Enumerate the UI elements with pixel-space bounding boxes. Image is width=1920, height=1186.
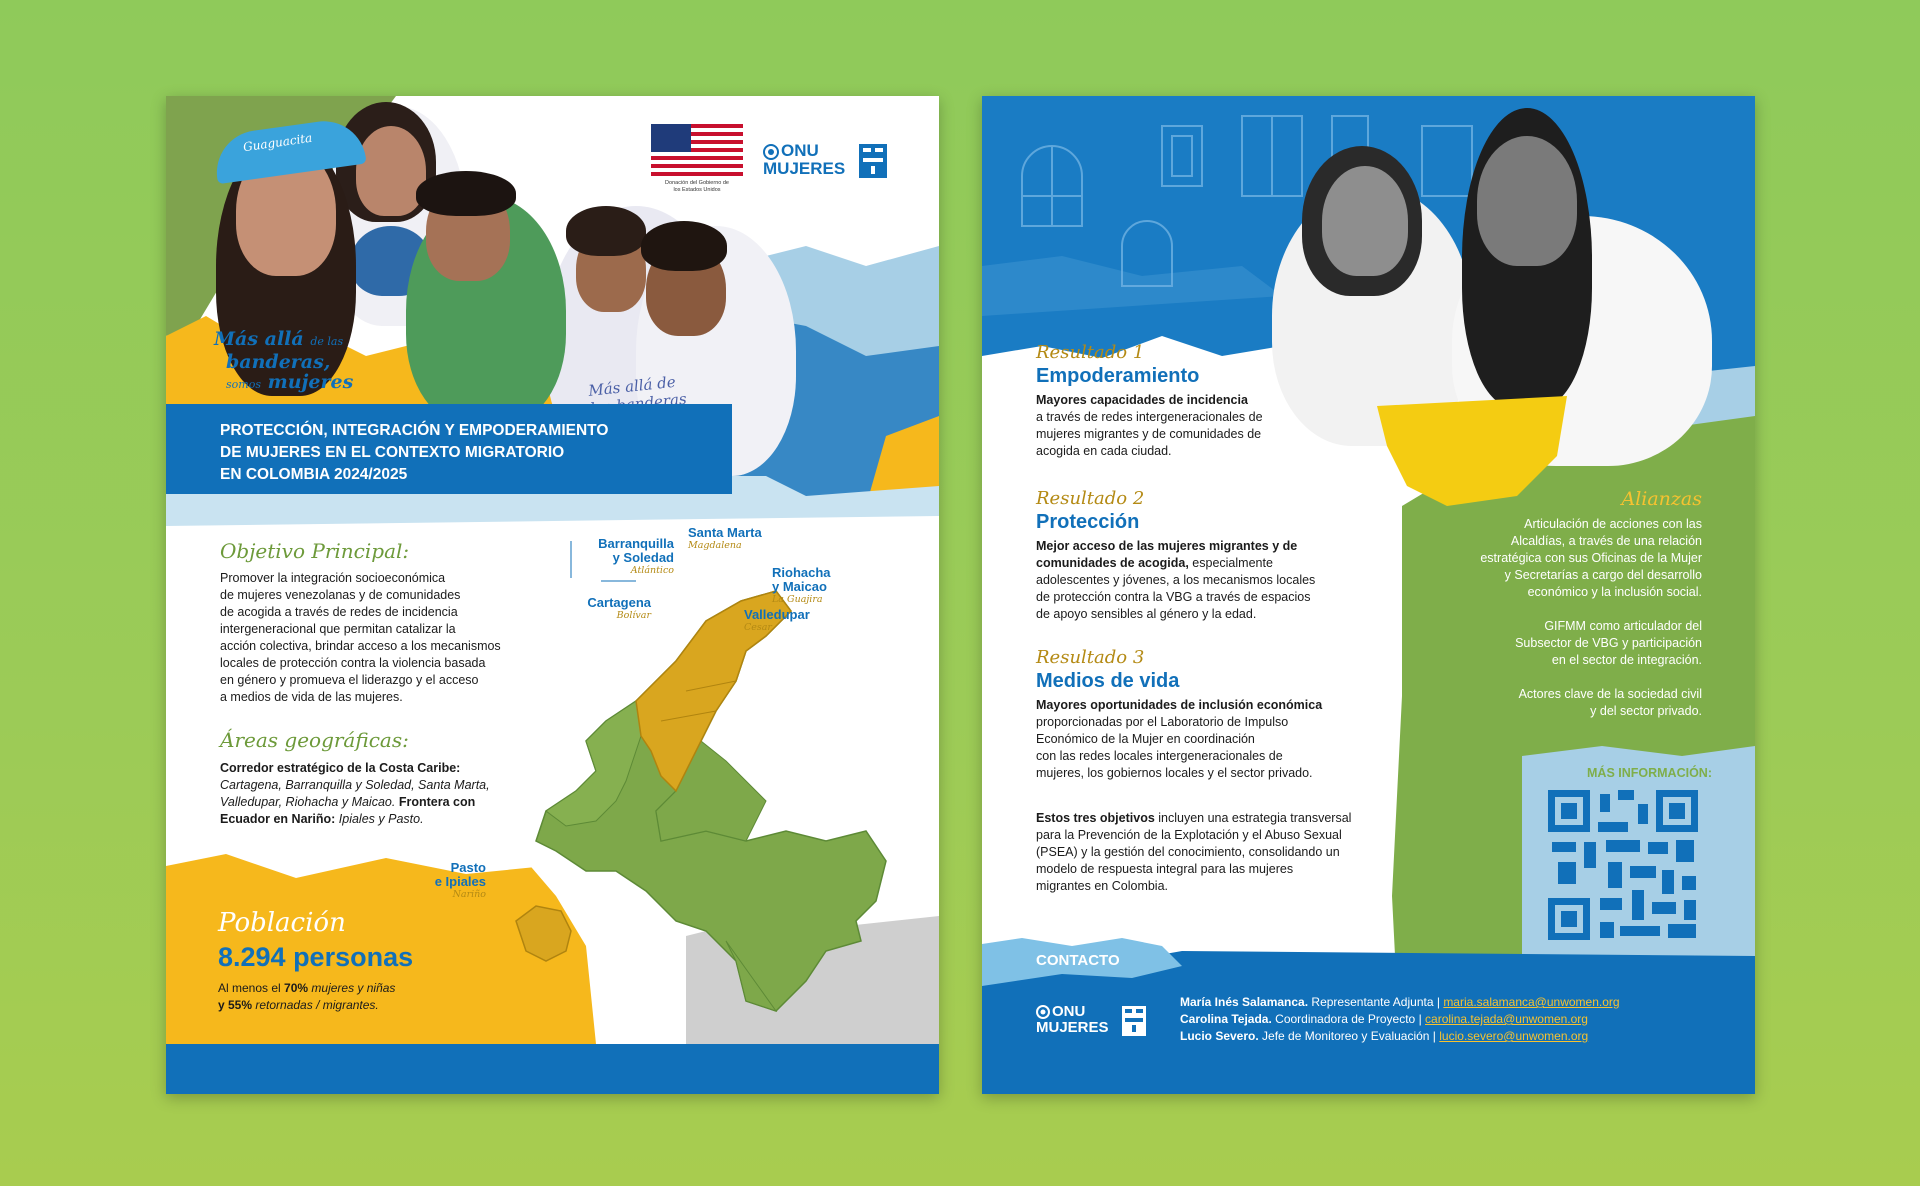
face-right [1477,136,1577,266]
separator: | [1433,995,1444,1009]
result-1-label: Resultado 1 [1036,342,1145,363]
map-label-riohacha [772,566,831,605]
us-flag-icon [651,124,743,176]
corridor-label: Corredor estratégico de la Costa Caribe: [220,761,461,775]
hair-5 [641,221,727,271]
result-2-label: Resultado 2 [1036,488,1145,509]
result-2-bold2: comunidades de acogida, [1036,556,1189,570]
summary-text: incluyen una estrategia transversal [1154,811,1352,825]
logo-line1: ONU [1052,1003,1086,1020]
colombia-map [446,541,926,1041]
contact-row [1180,1011,1620,1028]
result-line: con las redes locales intergeneracionales de [1036,749,1283,763]
map-label-dept: Atlántico [630,565,674,576]
map-label-cartagena [551,596,651,621]
map-label-santa-marta [688,526,762,551]
un-emblem-icon [763,144,779,160]
alliance-line: estratégica con sus Oficinas de la Mujer [1480,551,1702,565]
note-text: retornadas / migrantes. [252,998,379,1012]
objective-line: intergeneracional que permitan catalizar la [220,622,456,636]
result-2-after: especialmente [1188,556,1273,570]
face-left [1322,166,1408,276]
corridor-cities-1: Cartagena, Barranquilla y Soledad, Santa Marta, [220,778,490,792]
shirt-print: Más allá de banderas [587,372,688,416]
contact-email-link[interactable]: lucio.severo@unwomen.org [1439,1029,1589,1043]
women-symbol-icon [1122,1006,1146,1036]
slogan-line3-small: somos [226,378,261,391]
objective-line: de acogida a través de redes de incidencia [220,605,458,619]
map-label-line: Pasto [450,860,486,875]
contact-row [1180,994,1620,1011]
contact-heading: CONTACTO [1036,952,1120,969]
result-line: mujeres, los gobiernos locales y el sector privado. [1036,766,1313,780]
note-text: mujeres y niñas [308,981,396,995]
map-label-barranquilla [574,537,674,576]
map-label-line: Cartagena [587,595,651,610]
summary-bold: Estos tres objetivos [1036,811,1155,825]
areas-heading: Áreas geográficas: [220,728,409,752]
note-text: Al menos el [218,981,285,995]
result-1-title: Empoderamiento [1036,365,1200,387]
contact-name: Lucio Severo. [1180,1029,1259,1043]
separator: | [1415,1012,1426,1026]
corridor-cities-2: Valledupar, Riohacha y Maicao. [220,795,396,809]
contact-name: María Inés Salamanca. [1180,995,1309,1009]
qr-code[interactable] [1548,790,1698,940]
logo-line2: MUJERES [763,159,846,178]
summary-line: (PSEA) y la gestión del conocimiento, consolidando un [1036,845,1340,859]
result-line: adolescentes y jóvenes, a los mecanismos locales [1036,573,1316,587]
map-label-line: y Soledad [612,550,674,565]
objective-heading: Objetivo Principal: [220,539,410,563]
objective-line: de mujeres venezolanas y de comunidades [220,588,461,602]
objective-line: Promover la integración socioeconómica [220,571,446,585]
objective-line: a medios de vida de las mujeres. [220,690,403,704]
title-line-1: PROTECCIÓN, INTEGRACIÓN Y EMPODERAMIENTO [220,422,609,439]
border-label-1: Frontera con [398,795,476,809]
onu-mujeres-logo-footer [1036,1004,1156,1040]
alliance-line: Subsector de VBG y participación [1515,636,1702,650]
title-line-2: DE MUJERES EN EL CONTEXTO MIGRATORIO [220,444,565,461]
summary-line: migrantes en Colombia. [1036,879,1169,893]
result-line: de apoyo sensibles al género y la edad. [1036,607,1257,621]
contact-email-link[interactable]: carolina.tejada@unwomen.org [1425,1012,1588,1026]
result-3-bold: Mayores oportunidades de inclusión económica [1036,698,1323,712]
map-label-dept: Bolívar [616,610,651,621]
map-label-dept: Nariño [452,889,486,900]
results-column [1036,342,1366,895]
contact-name: Carolina Tejada. [1180,1012,1272,1026]
contact-list [1180,994,1620,1045]
objective-line: acción colectiva, brindar acceso a los mecanismos [220,639,501,653]
result-line: a través de redes intergeneracionales de [1036,410,1263,424]
map-label-line: e Ipiales [434,874,486,889]
result-2-title: Protección [1036,511,1140,533]
contact-email-link[interactable]: maria.salamanca@unwomen.org [1443,995,1620,1009]
map-label-pasto [406,861,486,900]
logo-line2: MUJERES [1036,1019,1109,1036]
hair-3 [416,171,516,216]
alliance-line: Actores clave de la sociedad civil [1518,687,1702,701]
alliance-line: GIFMM como articulador del [1544,619,1702,633]
result-line: proporcionadas por el Laboratorio de Impulso [1036,715,1289,729]
population-note [218,980,395,1014]
map-label-line: Barranquilla [598,536,674,551]
face-2 [356,126,426,216]
alliance-line: y del sector privado. [1590,704,1702,718]
separator: | [1429,1029,1440,1043]
women-symbol-icon [859,144,887,178]
more-info-label: MÁS INFORMACIÓN: [1587,766,1712,780]
cap-print: Guaguacita [242,130,314,155]
note-percent: y 55% [218,998,253,1012]
result-line: mujeres migrantes y de comunidades de [1036,427,1262,441]
map-label-dept: Cesar [744,622,772,633]
summary-line: modelo de respuesta integral para las mujeres [1036,862,1294,876]
summary-line: para la Prevención de la Explotación y el Abuso Sexual [1036,828,1342,842]
alliance-line: y Secretarías a cargo del desarrollo [1504,568,1702,582]
alliance-line: en el sector de integración. [1551,653,1702,667]
map-label-dept: La Guajira [772,594,823,605]
contact-role: Coordinadora de Proyecto [1271,1012,1416,1026]
alliances-heading: Alianzas [1621,488,1702,510]
result-2-bold: Mejor acceso de las mujeres migrantes y de [1036,539,1298,553]
slogan [214,329,374,395]
slogan-line1-small: de las [310,335,344,348]
map-label-line: Valledupar [744,607,810,622]
un-emblem-icon [1036,1005,1050,1019]
population-count: 8.294 personas [218,942,414,972]
alliance-line: Alcaldías, a través de una relación [1510,534,1702,548]
slogan-line3: mujeres [267,371,354,393]
border-label-2: Ecuador en Nariño: [220,812,336,826]
note-percent: 70% [284,981,309,995]
map-label-line: Riohacha [772,565,831,580]
result-line: Económico de la Mujer en coordinación [1036,732,1255,746]
contact-role: Jefe de Monitoreo y Evaluación [1258,1029,1430,1043]
alliances-section [1452,488,1702,720]
map-label-line: Santa Marta [688,525,762,540]
map-label-dept: Magdalena [688,540,742,551]
title-banner [166,404,732,494]
alliance-line: Articulación de acciones con las [1524,517,1702,531]
map-label-line: y Maicao [772,579,827,594]
onu-mujeres-logo [763,142,893,182]
flyer-front-page [166,96,939,1094]
map-region-narino [516,906,571,961]
objective-line: locales de protección contra la violencia basada [220,656,486,670]
result-3-title: Medios de vida [1036,670,1180,692]
border-cities: Ipiales y Pasto. [338,812,424,826]
population-heading: Población [218,908,346,938]
result-3-label: Resultado 3 [1036,647,1145,668]
page-title [220,420,608,486]
contact-row [1180,1028,1620,1045]
sponsor-caption: Donación del Gobierno de los Estados Unidos [665,180,729,193]
contact-role: Representante Adjunta [1308,995,1434,1009]
title-line-3: EN COLOMBIA 2024/2025 [220,466,408,483]
slogan-line2: banderas, [226,351,331,373]
result-1-bold: Mayores capacidades de incidencia [1036,393,1248,407]
map-label-valledupar [744,608,810,633]
logo-line1: ONU [781,141,819,160]
flyer-back-page [982,96,1755,1094]
result-line: de protección contra la VBG a través de espacios [1036,590,1311,604]
slogan-line1: Más allá [214,328,304,350]
objective-line: en género y promueva el liderazgo y el acceso [220,673,479,687]
alliance-line: económico y la inclusión social. [1527,585,1702,599]
result-line: acogida en cada ciudad. [1036,444,1172,458]
